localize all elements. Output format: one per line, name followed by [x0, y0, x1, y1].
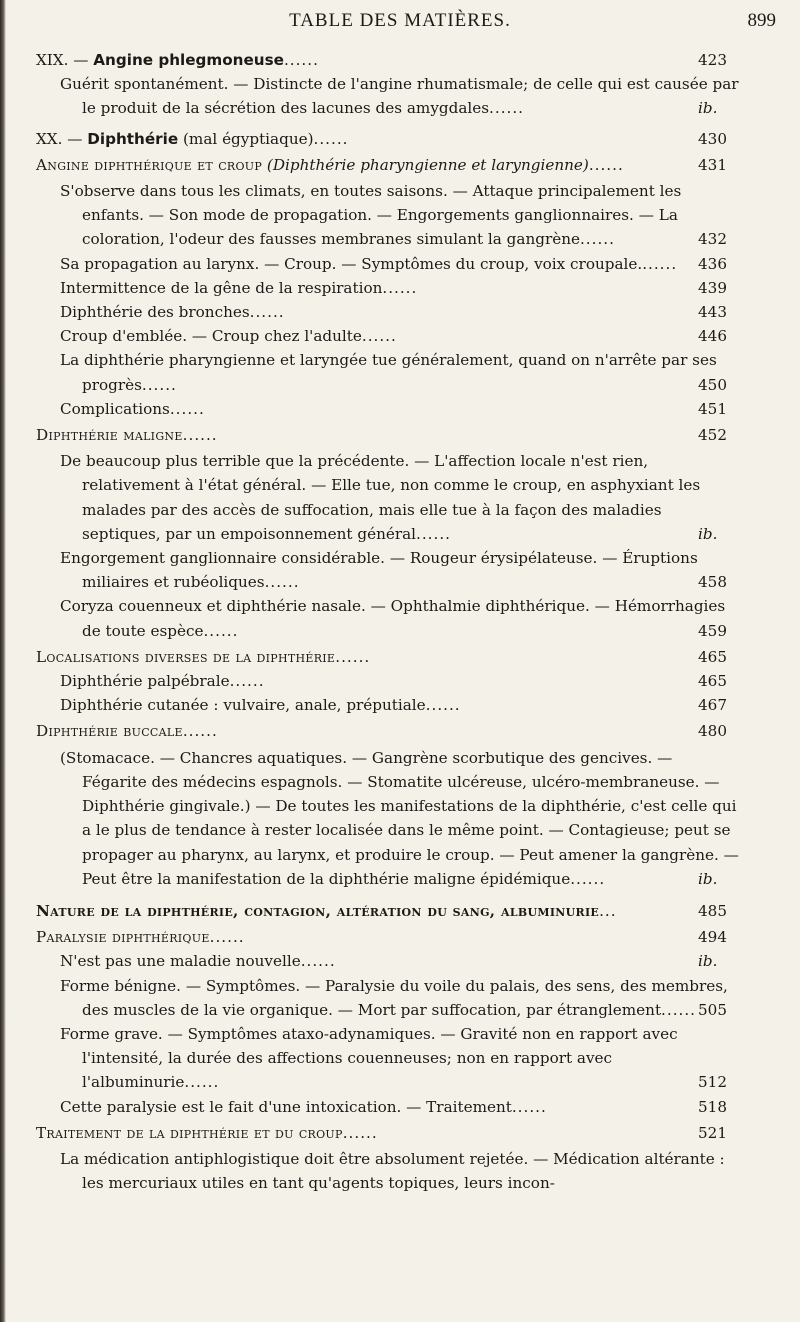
leader-dots: ...	[599, 901, 617, 920]
toc-subentry	[0, 348, 780, 396]
leader-dots: ......	[642, 254, 678, 273]
leader-dots: ......	[209, 928, 245, 947]
entry-title: Forme bénigne. — Symptômes. — Paralysie du voile du palais, des sens, des membres, des muscles de la vie organique. — Mort par suffocation, par étranglement	[60, 976, 728, 1019]
entry-text	[60, 1150, 725, 1192]
entry-text	[36, 130, 348, 148]
entry-suffix-italic: (Diphthérie pharyngienne et laryngienne)	[262, 155, 589, 174]
toc-subentry	[0, 300, 780, 324]
entry-page-number: 518	[698, 1097, 727, 1116]
entry-page-number: 451	[698, 399, 727, 418]
entry-title: Coryza couenneux et diphthérie nasale. — Ophthalmie diphthérique. — Hémorrhagies de toute espèce	[60, 597, 726, 640]
toc-subentry	[0, 1095, 780, 1119]
entry-text	[60, 400, 205, 418]
page-number: 899	[747, 10, 776, 31]
entry-title: Diphthérie cutanée : vulvaire, anale, préputiale	[60, 696, 426, 715]
leader-dots: ......	[229, 672, 265, 691]
entry-text	[60, 255, 677, 273]
leader-dots: ......	[249, 303, 285, 322]
toc-heading	[0, 153, 780, 177]
leader-dots: ......	[342, 1123, 378, 1142]
toc-subentry	[0, 324, 780, 348]
toc-subentry	[0, 974, 780, 1022]
entry-title: La diphthérie pharyngienne et laryngée tue généralement, quand on n'arrête par ses progrès	[60, 351, 717, 394]
leader-dots: ......	[300, 952, 336, 971]
entry-title: De beaucoup plus terrible que la précédente. — L'affection locale n'est rien, relativement à l'état général. — Elle tue, non comme le croup, en asphyxiant les malades par des accès de suffocation, mais elle tue à la façon des maladies septiques, par un empoisonnement général	[60, 452, 701, 543]
toc-heading	[0, 127, 780, 151]
entry-page-number: 439	[698, 278, 727, 297]
entry-title: Diphthérie	[87, 129, 179, 148]
table-of-contents	[0, 48, 800, 1195]
entry-title: Cette paralysie est le fait d'une intoxication. — Traitement	[60, 1097, 512, 1116]
toc-heading	[0, 899, 780, 923]
entry-title: Complications	[60, 399, 170, 418]
entry-title: Diphthérie buccale	[36, 722, 183, 741]
toc-heading	[0, 48, 780, 72]
entry-title: Traitement de la diphthérie et du croup	[36, 1123, 343, 1142]
entry-page-number: 446	[698, 327, 727, 346]
entry-text	[60, 75, 739, 117]
entry-page-number: ib.	[698, 869, 718, 888]
entry-title: Angine diphthérique et croup	[36, 155, 263, 174]
toc-subentry	[0, 1147, 780, 1195]
leader-dots: ......	[511, 1097, 547, 1116]
entry-text	[60, 549, 698, 591]
leader-dots: ......	[416, 524, 451, 543]
entry-title: Intermittence de la gêne de la respiration	[60, 278, 383, 297]
entry-page-number: 450	[698, 375, 727, 394]
entry-page-number: 465	[698, 647, 727, 666]
entry-suffix: (mal égyptiaque)	[178, 129, 314, 148]
entry-page-number: 512	[698, 1073, 727, 1092]
entry-title: Guérit spontanément. — Distincte de l'angine rhumatismale; de celle qui est causée par le produit de la sécrétion des lacunes des amygdales	[60, 75, 739, 118]
leader-dots: ......	[382, 278, 418, 297]
leader-dots: ......	[335, 647, 371, 666]
entry-title: Paralysie diphthérique	[36, 928, 210, 947]
entry-page-number: 431	[698, 155, 727, 174]
entry-text	[36, 1124, 378, 1142]
entry-gap	[0, 891, 800, 899]
toc-subentry	[0, 179, 780, 252]
entry-text	[60, 303, 285, 321]
entry-text	[60, 597, 725, 639]
toc-subentry	[0, 397, 780, 421]
entry-page-number: 465	[698, 672, 727, 691]
toc-subentry	[0, 746, 780, 891]
entry-title: Croup d'emblée. — Croup chez l'adulte	[60, 327, 362, 346]
entry-page-number: 459	[698, 621, 727, 640]
entry-text	[60, 749, 739, 888]
entry-title: Forme grave. — Symptômes ataxo-adynamiques. — Gravité non en rapport avec l'intensité, la durée des affections couenneuses; non en rapport avec l'albuminurie	[60, 1024, 678, 1092]
entry-text	[60, 696, 461, 714]
entry-page-number: 430	[698, 129, 727, 148]
entry-page-number: 485	[698, 901, 727, 920]
entry-text	[60, 672, 265, 690]
entry-text	[36, 722, 218, 740]
entry-text	[60, 182, 681, 248]
leader-dots: ......	[141, 375, 177, 394]
leader-dots: ......	[264, 573, 300, 592]
leader-dots: ......	[203, 621, 239, 640]
entry-title: N'est pas une maladie nouvelle	[60, 952, 301, 971]
entry-text	[36, 648, 370, 666]
entry-text	[60, 977, 728, 1019]
entry-title: Localisations diverses de la diphthérie	[36, 647, 336, 666]
toc-heading	[0, 1121, 780, 1145]
toc-subentry	[0, 669, 780, 693]
leader-dots: ......	[313, 129, 349, 148]
entry-page-number: ib.	[698, 99, 718, 118]
entry-page-number: ib.	[698, 952, 718, 971]
entry-text	[36, 156, 624, 174]
toc-subentry	[0, 594, 780, 642]
leader-dots: ......	[489, 99, 525, 118]
entry-page-number: 458	[698, 573, 727, 592]
running-head	[0, 10, 800, 34]
toc-heading	[0, 423, 780, 447]
entry-title: (Stomacace. — Chancres aquatiques. — Gangrène scorbutique des gencives. — Fégarite des médecins espagnols. — Stomatite ulcéreuse, ulcéro-membraneuse. — Diphthérie gingivale.) — De toutes les manifestations de la diphthérie, c'est celle qui a le plus de tendance à rester localisée dans le même point. — Contagieuse; peut se propager au pharynx, au larynx, et produire le croup. — Peut amener la gangrène. — Peut être la manifestation de la diphthérie maligne épidémique	[60, 748, 739, 888]
entry-page-number: 452	[698, 426, 727, 445]
toc-heading	[0, 719, 780, 743]
entry-page-number: 443	[698, 303, 727, 322]
leader-dots: ......	[579, 230, 615, 249]
entry-number: XX. —	[36, 129, 88, 148]
entry-page-number: 436	[698, 254, 727, 273]
leader-dots: ......	[570, 869, 606, 888]
entry-page-number: ib.	[698, 524, 718, 543]
entry-page-number: 480	[698, 722, 727, 741]
entry-title: Engorgement ganglionnaire considérable. — Rougeur érysipélateuse. — Éruptions miliaires et rubéoliques	[60, 549, 698, 592]
toc-subentry	[0, 449, 780, 546]
leader-dots: ......	[169, 399, 205, 418]
leader-dots: ......	[588, 155, 624, 174]
entry-title: Diphthérie des bronches	[60, 303, 250, 322]
entry-text	[36, 902, 617, 920]
entry-page-number: 494	[698, 928, 727, 947]
entry-text	[60, 351, 717, 393]
toc-subentry	[0, 72, 780, 120]
entry-page-number: 423	[698, 51, 727, 69]
entry-title: Diphthérie palpébrale	[60, 672, 230, 691]
entry-text	[60, 279, 417, 297]
entry-text	[60, 1098, 547, 1116]
leader-dots: ......	[182, 722, 218, 741]
entry-title: Angine phlegmoneuse	[93, 51, 284, 69]
entry-text	[36, 51, 319, 69]
entry-text	[36, 928, 245, 946]
toc-subentry	[0, 693, 780, 717]
entry-text	[36, 426, 218, 444]
entry-number: XIX. —	[36, 51, 94, 69]
entry-text	[60, 952, 336, 970]
leader-dots: ......	[182, 426, 218, 445]
page-title: TABLE DES MATIÈRES.	[289, 10, 511, 31]
entry-page-number: 505	[698, 1000, 727, 1019]
entry-text	[60, 452, 700, 543]
toc-subentry	[0, 252, 780, 276]
leader-dots: ......	[661, 1000, 697, 1019]
leader-dots: ......	[425, 696, 461, 715]
entry-page-number: 521	[698, 1123, 727, 1142]
entry-page-number: 432	[698, 230, 727, 249]
entry-title: Nature de la diphthérie, contagion, altération du sang, albuminurie	[36, 901, 600, 920]
entry-text	[60, 1025, 678, 1091]
entry-title: La médication antiphlogistique doit être absolument rejetée. — Médication altérante : les mercuriaux utiles en tant qu'agents topiques, leurs incon-	[60, 1149, 725, 1193]
entry-title: Sa propagation au larynx. — Croup. — Symptômes du croup, voix croupale.	[60, 254, 643, 273]
leader-dots: ......	[283, 51, 319, 69]
toc-heading	[0, 925, 780, 949]
toc-subentry	[0, 1022, 780, 1095]
toc-subentry	[0, 949, 780, 973]
entry-page-number: 467	[698, 696, 727, 715]
entry-text	[60, 327, 397, 345]
leader-dots: ......	[361, 327, 397, 346]
entry-title: S'observe dans tous les climats, en toutes saisons. — Attaque principalement les enfants. — Son mode de propagation. — Engorgements ganglionnaires. — La coloration, l'odeur des fausses membranes simulant la gangrène	[60, 182, 682, 249]
leader-dots: ......	[184, 1073, 220, 1092]
toc-subentry	[0, 546, 780, 594]
toc-subentry	[0, 276, 780, 300]
entry-title: Diphthérie maligne	[36, 426, 183, 445]
toc-heading	[0, 645, 780, 669]
